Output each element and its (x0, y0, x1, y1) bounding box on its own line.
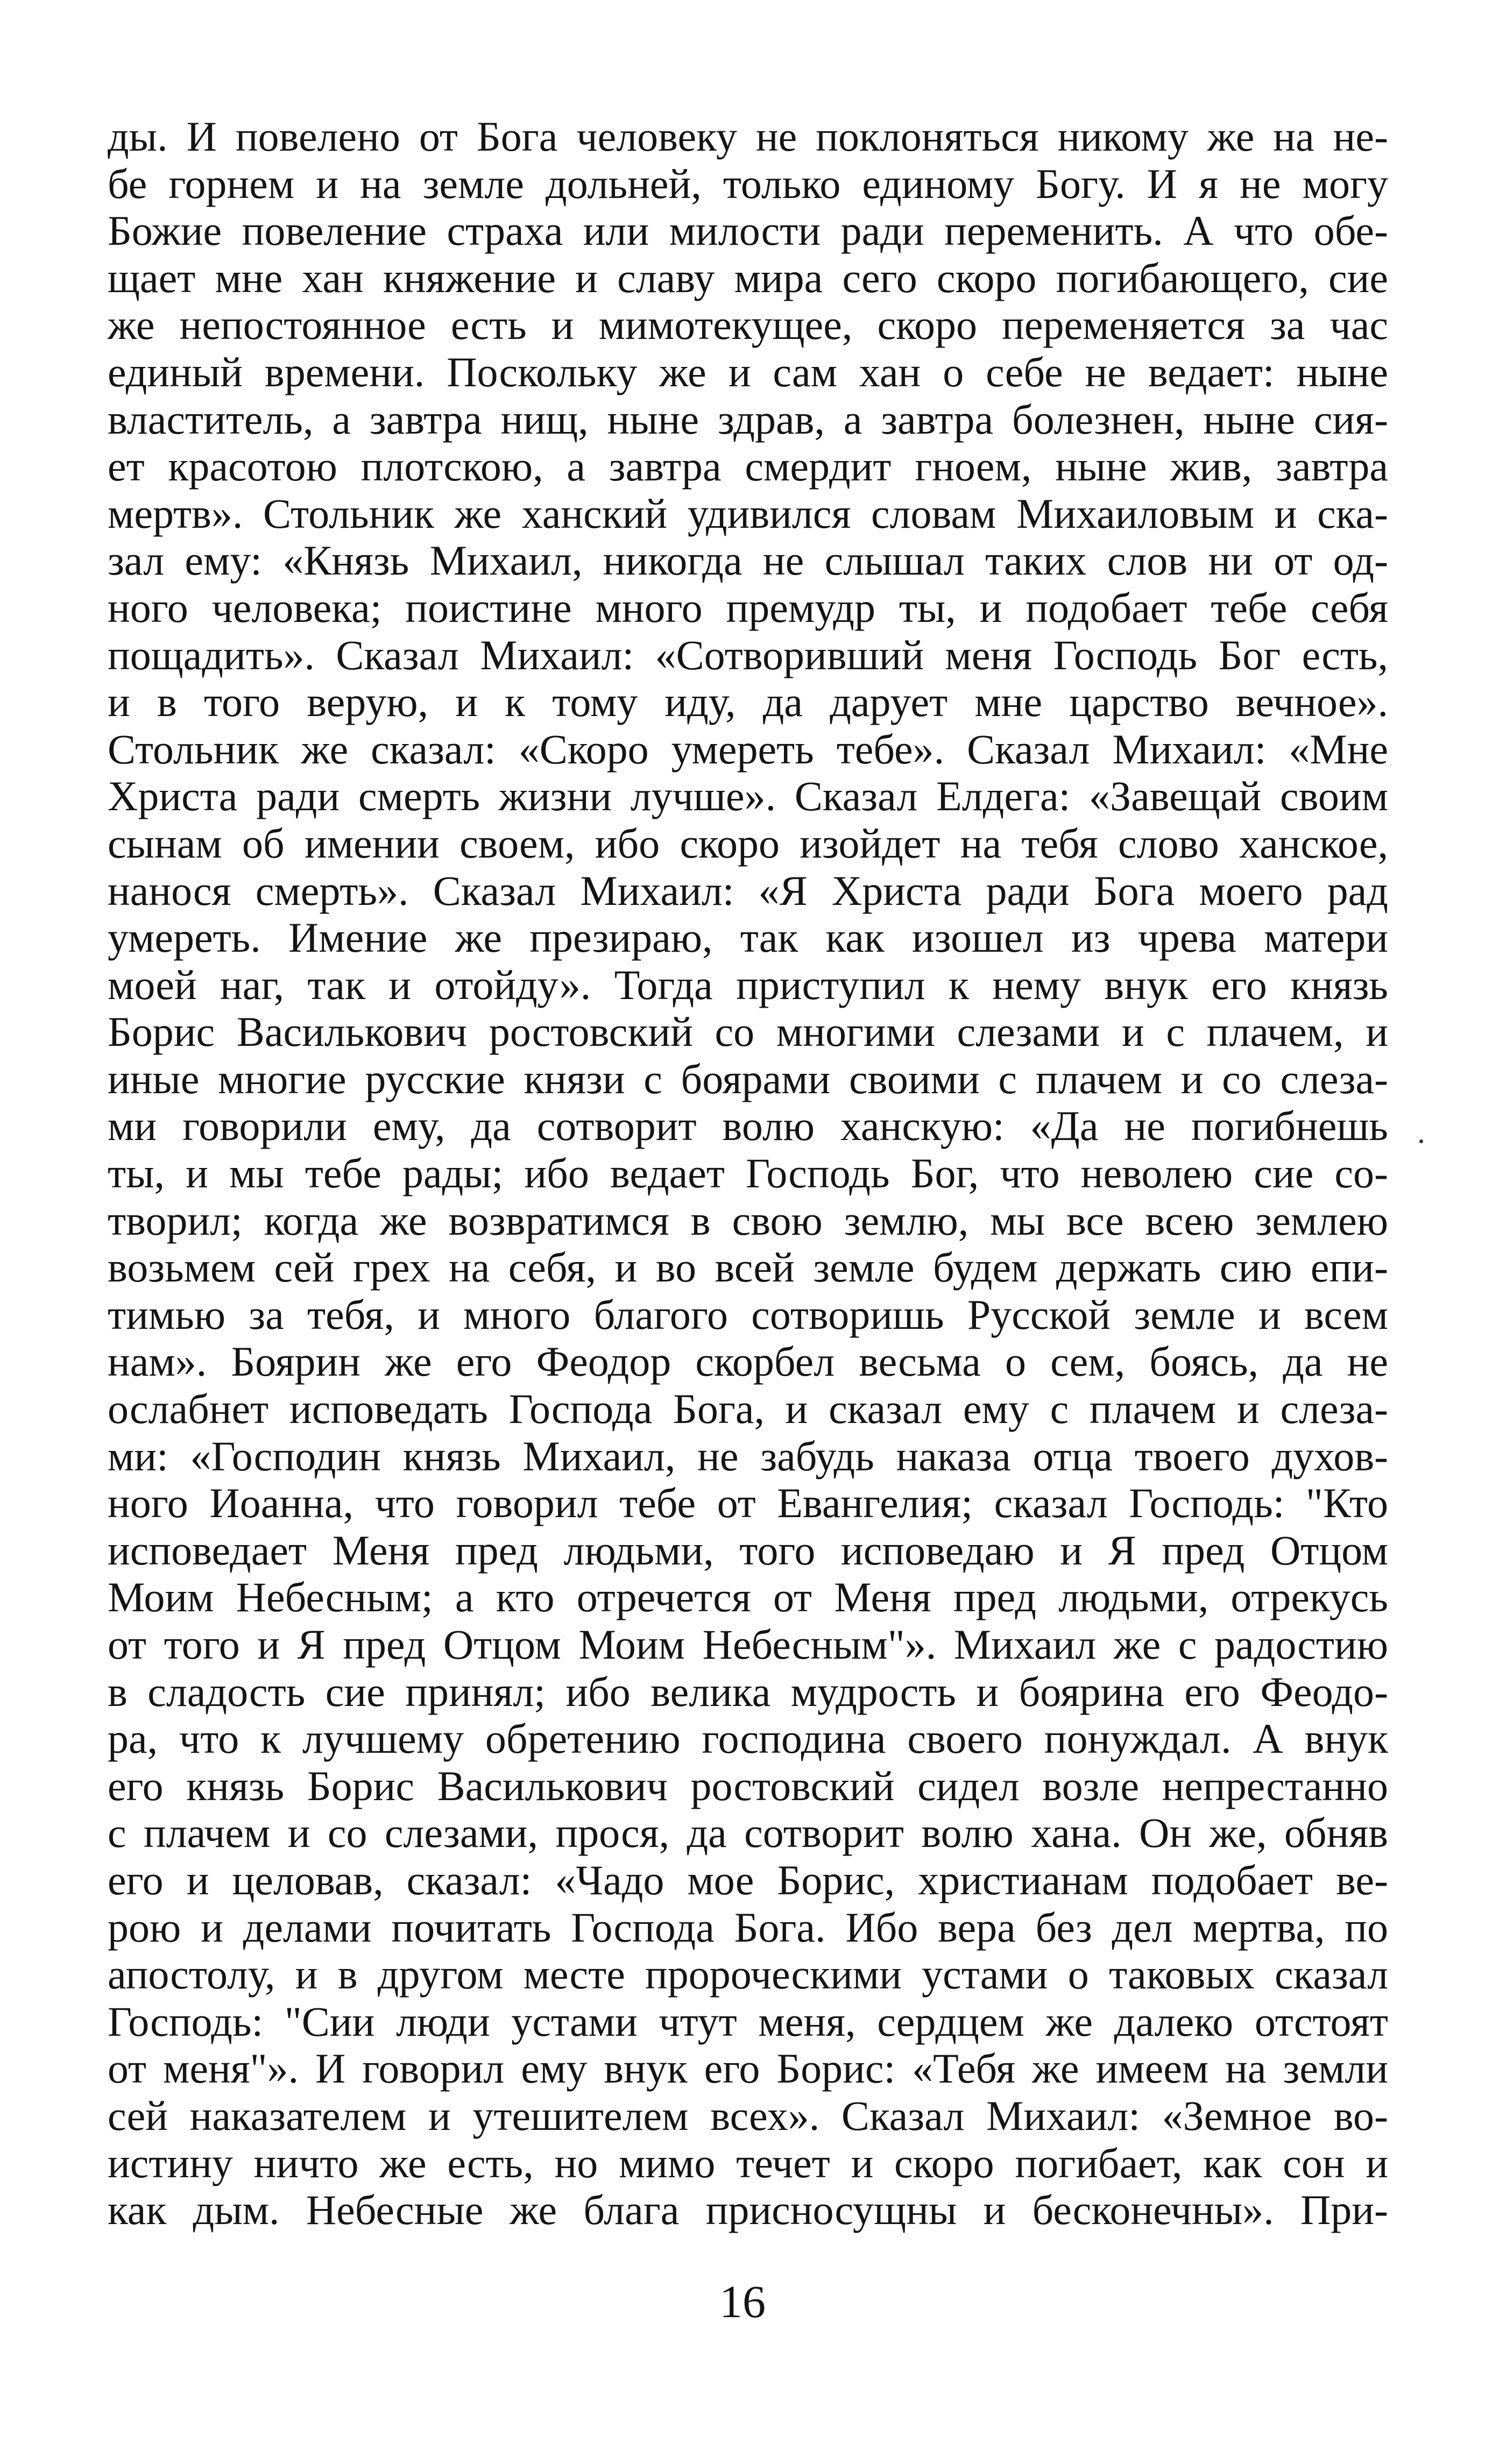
text-line: нанося смерть». Сказал Михаил: «Я Христа ради Бога моего рад (108, 867, 1388, 914)
text-line: бе горнем и на земле дольней, только единому Богу. И я не могу (108, 160, 1388, 207)
text-line: же непостоянное есть и мимотекущее, скоро переменяется за час (108, 301, 1388, 349)
text-line: ми говорили ему, да сотворит волю ханскую: «Да не погибнешь (108, 1102, 1388, 1150)
text-line: от меня"». И говорил ему внук его Борис: «Тебя же имеем на земли (108, 2045, 1388, 2092)
text-line: рою и делами почитать Господа Бога. Ибо вера без дел мертва, по (108, 1903, 1388, 1951)
text-line: как дым. Небесные же блага присносущны и бесконечны». При- (108, 2186, 1388, 2234)
margin-speck (1419, 1139, 1423, 1143)
text-line: творил; когда же возвратимся в свою землю, мы все всею землею (108, 1196, 1388, 1244)
text-line: ослабнет исповедать Господа Бога, и сказал ему с плачем и слеза- (108, 1385, 1388, 1433)
text-line: ми: «Господин князь Михаил, не забудь наказа отца твоего духов- (108, 1432, 1388, 1479)
text-line: ного человека; поистине много премудр ты, и подобает тебе себя (108, 584, 1388, 631)
text-line: сынам об имении своем, ибо скоро изойдет на тебя слово ханское, (108, 819, 1388, 867)
text-line: с плачем и со слезами, прося, да сотворит волю хана. Он же, обняв (108, 1809, 1388, 1857)
text-line: пощадить». Сказал Михаил: «Сотворивший меня Господь Бог есть, (108, 631, 1388, 678)
text-line: в сладость сие принял; ибо велика мудрость и боярина его Феодо- (108, 1668, 1388, 1715)
text-line: Борис Василькович ростовский со многими слезами и с плачем, и (108, 1008, 1388, 1056)
text-line: Христа ради смерть жизни лучше». Сказал Елдега: «Завещай своим (108, 773, 1388, 820)
text-line: возьмем сей грех на себя, и во всей земле будем держать сию епи- (108, 1244, 1388, 1291)
text-line: моей наг, так и отойду». Тогда приступил к нему внук его князь (108, 961, 1388, 1008)
text-line: апостолу, и в другом месте пророческими устами о таковых сказал (108, 1951, 1388, 1998)
text-line: и в того верую, и к тому иду, да дарует мне царство вечное». (108, 678, 1388, 726)
text-line: Господь: "Сии люди устами чтут меня, сердцем же далеко отстоят (108, 1998, 1388, 2045)
text-line: Стольник же сказал: «Скоро умереть тебе». Сказал Михаил: «Мне (108, 725, 1388, 773)
text-line: Божие повеление страха или милости ради переменить. А что обе- (108, 207, 1388, 254)
text-line: от того и Я пред Отцом Моим Небесным"». Михаил же с радостию (108, 1621, 1388, 1668)
text-line: его князь Борис Василькович ростовский сидел возле непрестанно (108, 1762, 1388, 1809)
text-line: властитель, а завтра нищ, ныне здрав, а завтра болезнен, ныне сия- (108, 395, 1388, 443)
text-line: сей наказателем и утешителем всех». Сказал Михаил: «Земное во- (108, 2092, 1388, 2139)
text-line: мертв». Стольник же ханский удивился словам Михаиловым и ска- (108, 490, 1388, 537)
text-line: ного Иоанна, что говорил тебе от Евангелия; сказал Господь: "Кто (108, 1479, 1388, 1527)
text-line: зал ему: «Князь Михаил, никогда не слышал таких слов ни от од- (108, 537, 1388, 584)
text-line: ра, что к лучшему обретению господина своего понуждал. А внук (108, 1715, 1388, 1762)
text-line: истину ничто же есть, но мимо течет и скоро погибает, как сон и (108, 2139, 1388, 2186)
text-line: ет красотою плотскою, а завтра смердит гноем, ныне жив, завтра (108, 443, 1388, 490)
text-line: ты, и мы тебе рады; ибо ведает Господь Бог, что неволею сие со- (108, 1150, 1388, 1197)
body-text (108, 113, 1388, 2234)
text-line: умереть. Имение же презираю, так как изошел из чрева матери (108, 914, 1388, 961)
text-line: нам». Боярин же его Феодор скорбел весьма о сем, боясь, да не (108, 1338, 1388, 1385)
text-line: Моим Небесным; а кто отречется от Меня пред людьми, отрекусь (108, 1574, 1388, 1621)
text-line: исповедает Меня пред людьми, того исповедаю и Я пред Отцом (108, 1526, 1388, 1574)
text-line: его и целовав, сказал: «Чадо мое Борис, христианам подобает ве- (108, 1856, 1388, 1903)
text-line: ды. И повелено от Бога человеку не поклоняться никому же на не- (108, 113, 1388, 160)
text-line: иные многие русские князи с боярами своими с плачем и со слеза- (108, 1055, 1388, 1102)
page-number: 16 (719, 2276, 766, 2327)
text-line: щает мне хан княжение и славу мира сего скоро погибающего, сие (108, 254, 1388, 301)
text-line: тимью за тебя, и много благого сотворишь Русской земле и всем (108, 1291, 1388, 1338)
text-line: единый времени. Поскольку же и сам хан о себе не ведает: ныне (108, 348, 1388, 395)
